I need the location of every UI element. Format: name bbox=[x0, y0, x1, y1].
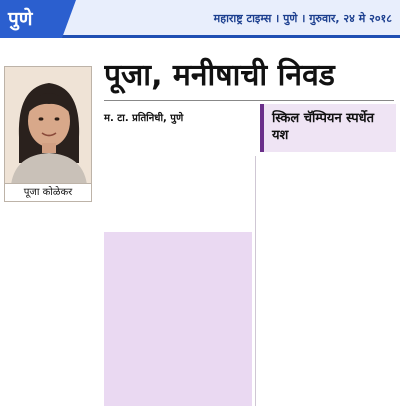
article-headline: पूजा, मनीषाची निवड bbox=[104, 58, 335, 93]
column-divider bbox=[255, 156, 256, 406]
photo-caption: पूजा कोळेकर bbox=[4, 184, 92, 202]
article-paragraph-3 bbox=[260, 156, 396, 406]
portrait-photo bbox=[4, 66, 92, 184]
section-city-label: पुणे bbox=[0, 0, 62, 38]
sidebar-title: स्किल चॅम्पियन स्पर्धेत यश bbox=[272, 111, 375, 143]
section-header bbox=[0, 0, 400, 38]
sidebar-box bbox=[260, 104, 396, 152]
article-paragraph-2 bbox=[104, 232, 252, 406]
portrait-illustration bbox=[5, 67, 92, 184]
headline-divider bbox=[104, 100, 394, 101]
dateline: महाराष्ट्र टाइम्स । पुणे । गुरुवार, २४ मे २०१८ bbox=[213, 12, 392, 25]
article-paragraph-1 bbox=[104, 130, 252, 230]
article-byline: म. टा. प्रतिनिधी, पुणे bbox=[104, 113, 184, 124]
